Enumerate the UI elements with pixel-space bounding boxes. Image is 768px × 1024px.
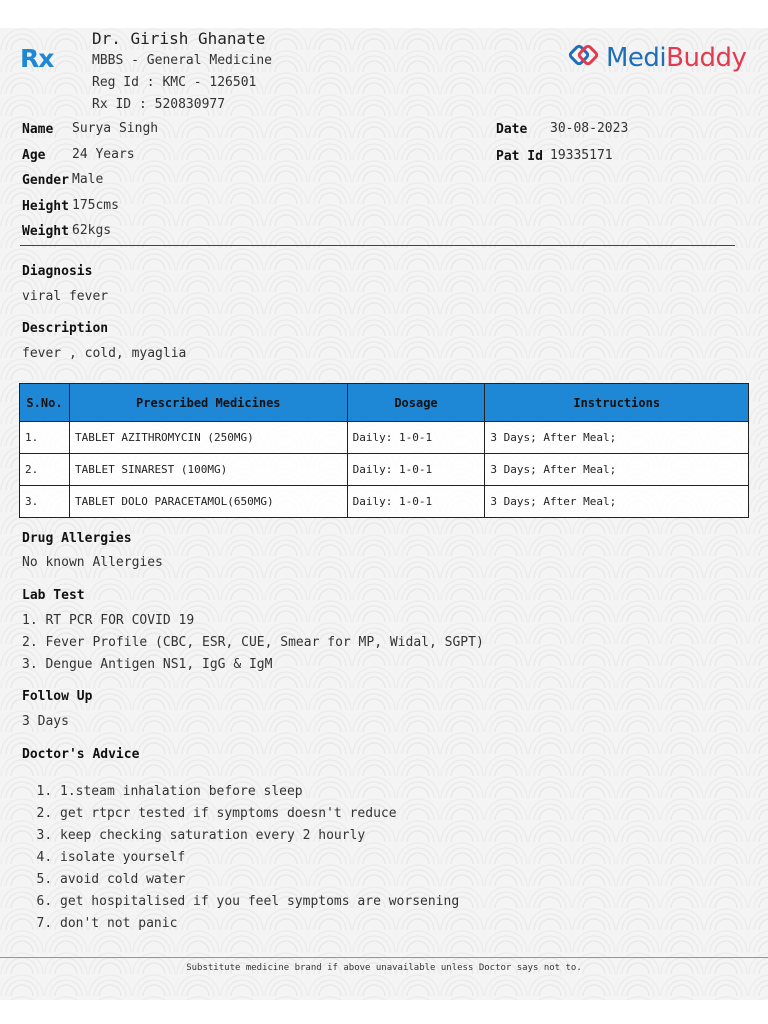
- allergies-title: Drug Allergies: [22, 531, 132, 546]
- row-instructions: 3 Days; After Meal;: [485, 454, 749, 486]
- follow-up-text: 3 Days: [22, 714, 69, 729]
- medicines-table: [19, 383, 749, 518]
- row-sno: 1.: [20, 422, 70, 454]
- lab-test-title: Lab Test: [22, 588, 85, 603]
- weight-label: Weight: [22, 224, 69, 239]
- table-row: [20, 422, 749, 454]
- advice-item: 1. 1.steam inhalation before sleep: [60, 782, 459, 804]
- patient-gender: Male: [72, 172, 104, 187]
- medibuddy-logo-icon: [566, 38, 602, 78]
- table-row: [20, 486, 749, 518]
- advice-item: 5. avoid cold water: [60, 870, 459, 892]
- logo-text-buddy: Buddy: [666, 43, 747, 73]
- allergies-text: No known Allergies: [22, 555, 163, 570]
- row-sno: 2.: [20, 454, 70, 486]
- gender-label: Gender: [22, 173, 69, 188]
- logo-text-medi: Medi: [606, 43, 667, 73]
- footer-divider: [0, 957, 768, 958]
- patient-weight: 62kgs: [72, 223, 112, 238]
- row-dosage: Daily: 1-0-1: [347, 422, 485, 454]
- height-label: Height: [22, 199, 69, 214]
- diagnosis-text: viral fever: [22, 289, 109, 304]
- advice-item: 4. isolate yourself: [60, 848, 459, 870]
- date-label: Date: [496, 122, 528, 137]
- row-dosage: Daily: 1-0-1: [347, 486, 485, 518]
- name-label: Name: [22, 122, 54, 137]
- doctor-reg-id: Reg Id : KMC - 126501: [92, 75, 257, 90]
- patient-name: Surya Singh: [72, 121, 159, 136]
- patient-id: 19335171: [550, 148, 613, 163]
- patient-height: 175cms: [72, 198, 119, 213]
- description-title: Description: [22, 321, 109, 336]
- advice-title: Doctor's Advice: [22, 747, 140, 762]
- lab-test-item: 3. Dengue Antigen NS1, IgG & IgM: [22, 657, 273, 672]
- doctor-name: Dr. Girish Ghanate: [92, 29, 266, 48]
- lab-test-item: 1. RT PCR FOR COVID 19: [22, 613, 195, 628]
- header-divider: [20, 245, 735, 246]
- patid-label: Pat Id: [496, 149, 543, 164]
- description-text: fever , cold, myaglia: [22, 346, 187, 361]
- diagnosis-title: Diagnosis: [22, 264, 93, 279]
- advice-list: [38, 782, 459, 936]
- row-medicine: TABLET AZITHROMYCIN (250MG): [69, 422, 347, 454]
- rx-symbol: Rx: [20, 44, 54, 73]
- header-sno: S.No.: [20, 384, 70, 422]
- advice-item: 2. get rtpcr tested if symptoms doesn't reduce: [60, 804, 459, 826]
- table-header-row: [20, 384, 749, 422]
- lab-test-item: 2. Fever Profile (CBC, ESR, CUE, Smear for MP, Widal, SGPT): [22, 635, 484, 650]
- header-dosage: Dosage: [347, 384, 485, 422]
- header-medicine: Prescribed Medicines: [69, 384, 347, 422]
- row-sno: 3.: [20, 486, 70, 518]
- table-row: [20, 454, 749, 486]
- advice-item: 7. don't not panic: [60, 914, 459, 936]
- rx-id: Rx ID : 520830977: [92, 97, 226, 112]
- age-label: Age: [22, 148, 46, 163]
- row-medicine: TABLET DOLO PARACETAMOL(650MG): [69, 486, 347, 518]
- header-instructions: Instructions: [485, 384, 749, 422]
- medibuddy-logo: [566, 38, 746, 78]
- doctor-qualification: MBBS - General Medicine: [92, 53, 273, 68]
- prescription-date: 30-08-2023: [550, 121, 629, 136]
- advice-item: 3. keep checking saturation every 2 hourly: [60, 826, 459, 848]
- row-instructions: 3 Days; After Meal;: [485, 486, 749, 518]
- row-dosage: Daily: 1-0-1: [347, 454, 485, 486]
- row-medicine: TABLET SINAREST (100MG): [69, 454, 347, 486]
- patient-age: 24 Years: [72, 147, 135, 162]
- footer-note: Substitute medicine brand if above unavailable unless Doctor says not to.: [186, 963, 582, 973]
- advice-item: 6. get hospitalised if you feel symptoms are worsening: [60, 892, 459, 914]
- row-instructions: 3 Days; After Meal;: [485, 422, 749, 454]
- follow-up-title: Follow Up: [22, 689, 93, 704]
